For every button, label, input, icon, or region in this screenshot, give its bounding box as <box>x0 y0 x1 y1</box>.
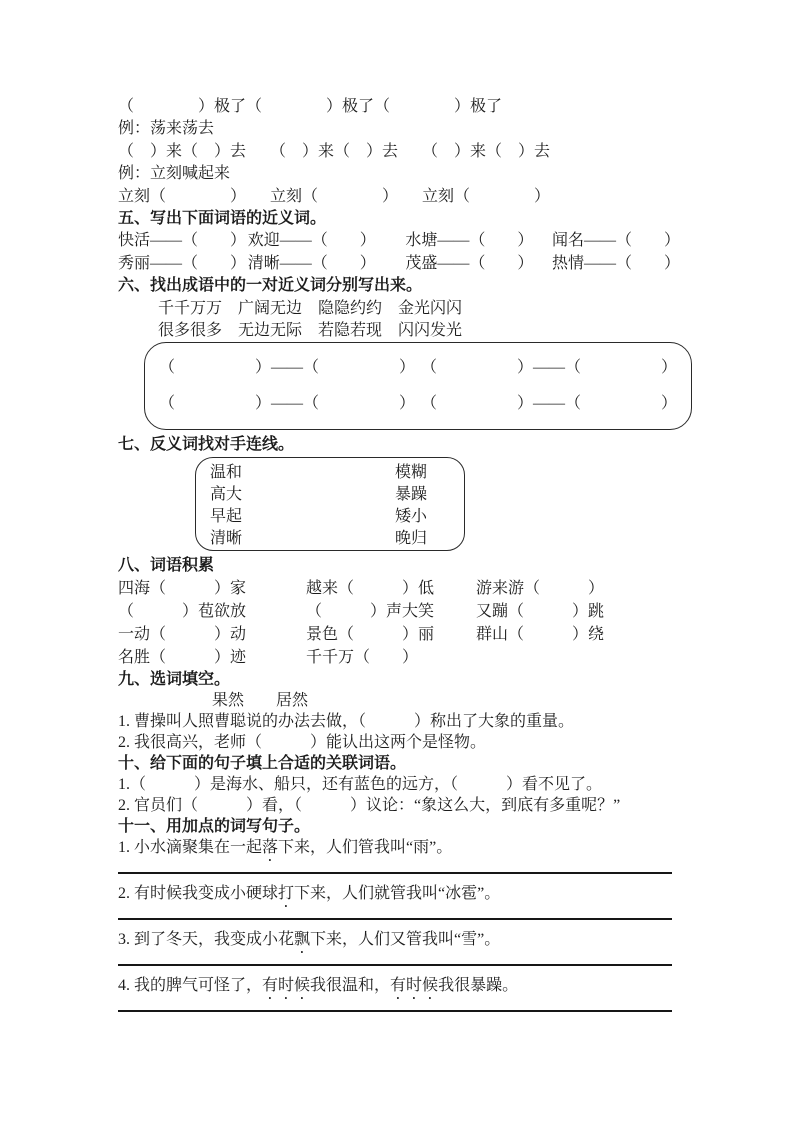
section10-heading: 十、给下面的句子填上合适的关联词语。 <box>118 755 407 773</box>
sentence-text: 3. 到了冬天，我变成小花 <box>118 931 295 949</box>
section9-heading: 九、选词填空。 <box>118 671 231 689</box>
sentence-text: 2. 有时候我变成小硬球 <box>118 885 279 903</box>
synonym-cell: 水塘——（ ） <box>405 232 534 250</box>
synonym-cell: 茂盛——（ ） <box>405 254 534 272</box>
idiom-pair-blank: （ ）——（ ） <box>420 359 677 377</box>
worksheet-content <box>118 96 680 1021</box>
match-word-left: 早起 <box>210 507 243 525</box>
dotted-sentence-3 <box>118 929 680 951</box>
answer-line <box>118 1010 672 1012</box>
idiom-list-line-2: 很多很多 无边无际 若隐若现 闪闪发光 <box>158 321 463 339</box>
emphasized-word: 飘 <box>294 931 311 949</box>
antonym-matching-box <box>195 457 465 551</box>
sentence-text: 4. 我的脾气可怪了， <box>118 977 263 995</box>
idiom-pair-blank: （ ）——（ ） <box>159 359 416 377</box>
choose-word-item-1: 1. 曹操叫人照曹聪说的办法去做，（ ）称出了大象的重量。 <box>118 713 575 731</box>
accumulate-cell: 群山（ ）绕 <box>476 626 605 644</box>
fill-blank-like-line: 立刻（ ） 立刻（ ） 立刻（ ） <box>118 187 551 205</box>
synonym-cell: 快活——（ ） <box>118 232 247 250</box>
match-word-right: 晚归 <box>395 529 428 547</box>
sentence-text: 下来，人们管我叫“雨”。 <box>278 839 453 857</box>
match-word-left: 温和 <box>210 463 243 481</box>
answer-line <box>118 964 672 966</box>
answer-line <box>118 872 672 874</box>
word-choices: 果然 居然 <box>212 692 309 710</box>
dotted-sentence-2 <box>118 883 680 905</box>
synonym-cell: 清晰——（ ） <box>247 254 376 272</box>
answer-line <box>118 918 672 920</box>
emphasized-word: 有时候 <box>390 977 439 995</box>
synonym-cell: 热情——（ ） <box>551 254 680 272</box>
sentence-text: 下来，人们就管我叫“冰雹”。 <box>294 885 501 903</box>
section7-heading: 七、反义词找对手连线。 <box>118 436 295 454</box>
section5-heading: 五、写出下面词语的近义词。 <box>118 209 327 227</box>
dotted-sentence-4 <box>118 975 680 997</box>
accumulate-cell: 越来（ ）低 <box>306 580 435 598</box>
fill-blank-lai-qu-line: （ ）来（ ）去 （ ）来（ ）去 （ ）来（ ）去 <box>118 142 551 160</box>
example-like-han-qilai: 例：立刻喊起来 <box>118 165 231 183</box>
section6-heading: 六、找出成语中的一对近义词分别写出来。 <box>118 277 423 295</box>
example-dang-lai-dang-qu: 例：荡来荡去 <box>118 120 215 138</box>
sentence-text: 我很温和， <box>310 977 391 995</box>
synonym-cell: 闻名——（ ） <box>551 232 680 250</box>
conjunction-item-2: 2. 官员们（ ）看，（ ）议论：“象这么大，到底有多重呢？” <box>118 797 621 815</box>
word-accumulate-row-3 <box>118 623 680 646</box>
match-word-right: 模糊 <box>395 463 428 481</box>
antonym-left-column <box>210 462 395 550</box>
word-accumulate-row-4 <box>118 646 680 669</box>
idiom-list-line-1: 千千万万 广阔无边 隐隐约约 金光闪闪 <box>158 299 463 317</box>
match-word-right: 暴躁 <box>395 485 428 503</box>
synonym-row-2 <box>118 253 680 275</box>
accumulate-cell: 千千万（ ） <box>306 649 419 667</box>
synonym-cell: 秀丽——（ ） <box>118 254 247 272</box>
idiom-pair-row-1 <box>159 357 677 379</box>
synonym-row-1 <box>118 230 680 252</box>
section8-heading: 八、词语积累 <box>118 556 215 574</box>
idiom-pair-row-2 <box>159 393 677 415</box>
dotted-sentence-1 <box>118 837 680 859</box>
match-word-left: 清晰 <box>210 529 243 547</box>
sentence-text: 下来，人们又管我叫“雪”。 <box>310 931 501 949</box>
accumulate-cell: 名胜（ ）迹 <box>118 649 247 667</box>
accumulate-cell: （ ）苞欲放 <box>118 603 247 621</box>
accumulate-cell: 景色（ ）丽 <box>306 626 435 644</box>
antonym-right-column <box>395 462 464 550</box>
idiom-pair-answer-box <box>144 342 692 430</box>
accumulate-cell: 又蹦（ ）跳 <box>476 603 605 621</box>
sentence-text: 我很暴躁。 <box>438 977 519 995</box>
word-accumulate-row-1 <box>118 577 680 600</box>
match-word-right: 矮小 <box>395 507 428 525</box>
sentence-text: 1. 小水滴聚集在一起 <box>118 839 263 857</box>
conjunction-item-1: 1.（ ）是海水、船只，还有蓝色的远方，（ ）看不见了。 <box>118 776 603 794</box>
accumulate-cell <box>476 646 680 669</box>
accumulate-cell: 四海（ ）家 <box>118 580 247 598</box>
emphasized-word: 打 <box>278 885 295 903</box>
fill-blank-jile-line: （ ）极了（ ）极了（ ）极了 <box>118 98 503 115</box>
emphasized-word: 落 <box>262 839 279 857</box>
accumulate-cell: （ ）声大笑 <box>306 603 435 621</box>
idiom-pair-blank: （ ）——（ ） <box>420 395 677 413</box>
match-word-left: 高大 <box>210 485 243 503</box>
section11-heading: 十一、用加点的词写句子。 <box>118 818 311 836</box>
accumulate-cell: 一动（ ）动 <box>118 626 247 644</box>
word-accumulate-row-2 <box>118 600 680 623</box>
idiom-pair-blank: （ ）——（ ） <box>159 395 416 413</box>
accumulate-cell: 游来游（ ） <box>476 580 605 598</box>
choose-word-item-2: 2. 我很高兴，老师（ ）能认出这两个是怪物。 <box>118 734 487 752</box>
synonym-cell: 欢迎——（ ） <box>247 232 376 250</box>
emphasized-word: 有时候 <box>262 977 311 995</box>
